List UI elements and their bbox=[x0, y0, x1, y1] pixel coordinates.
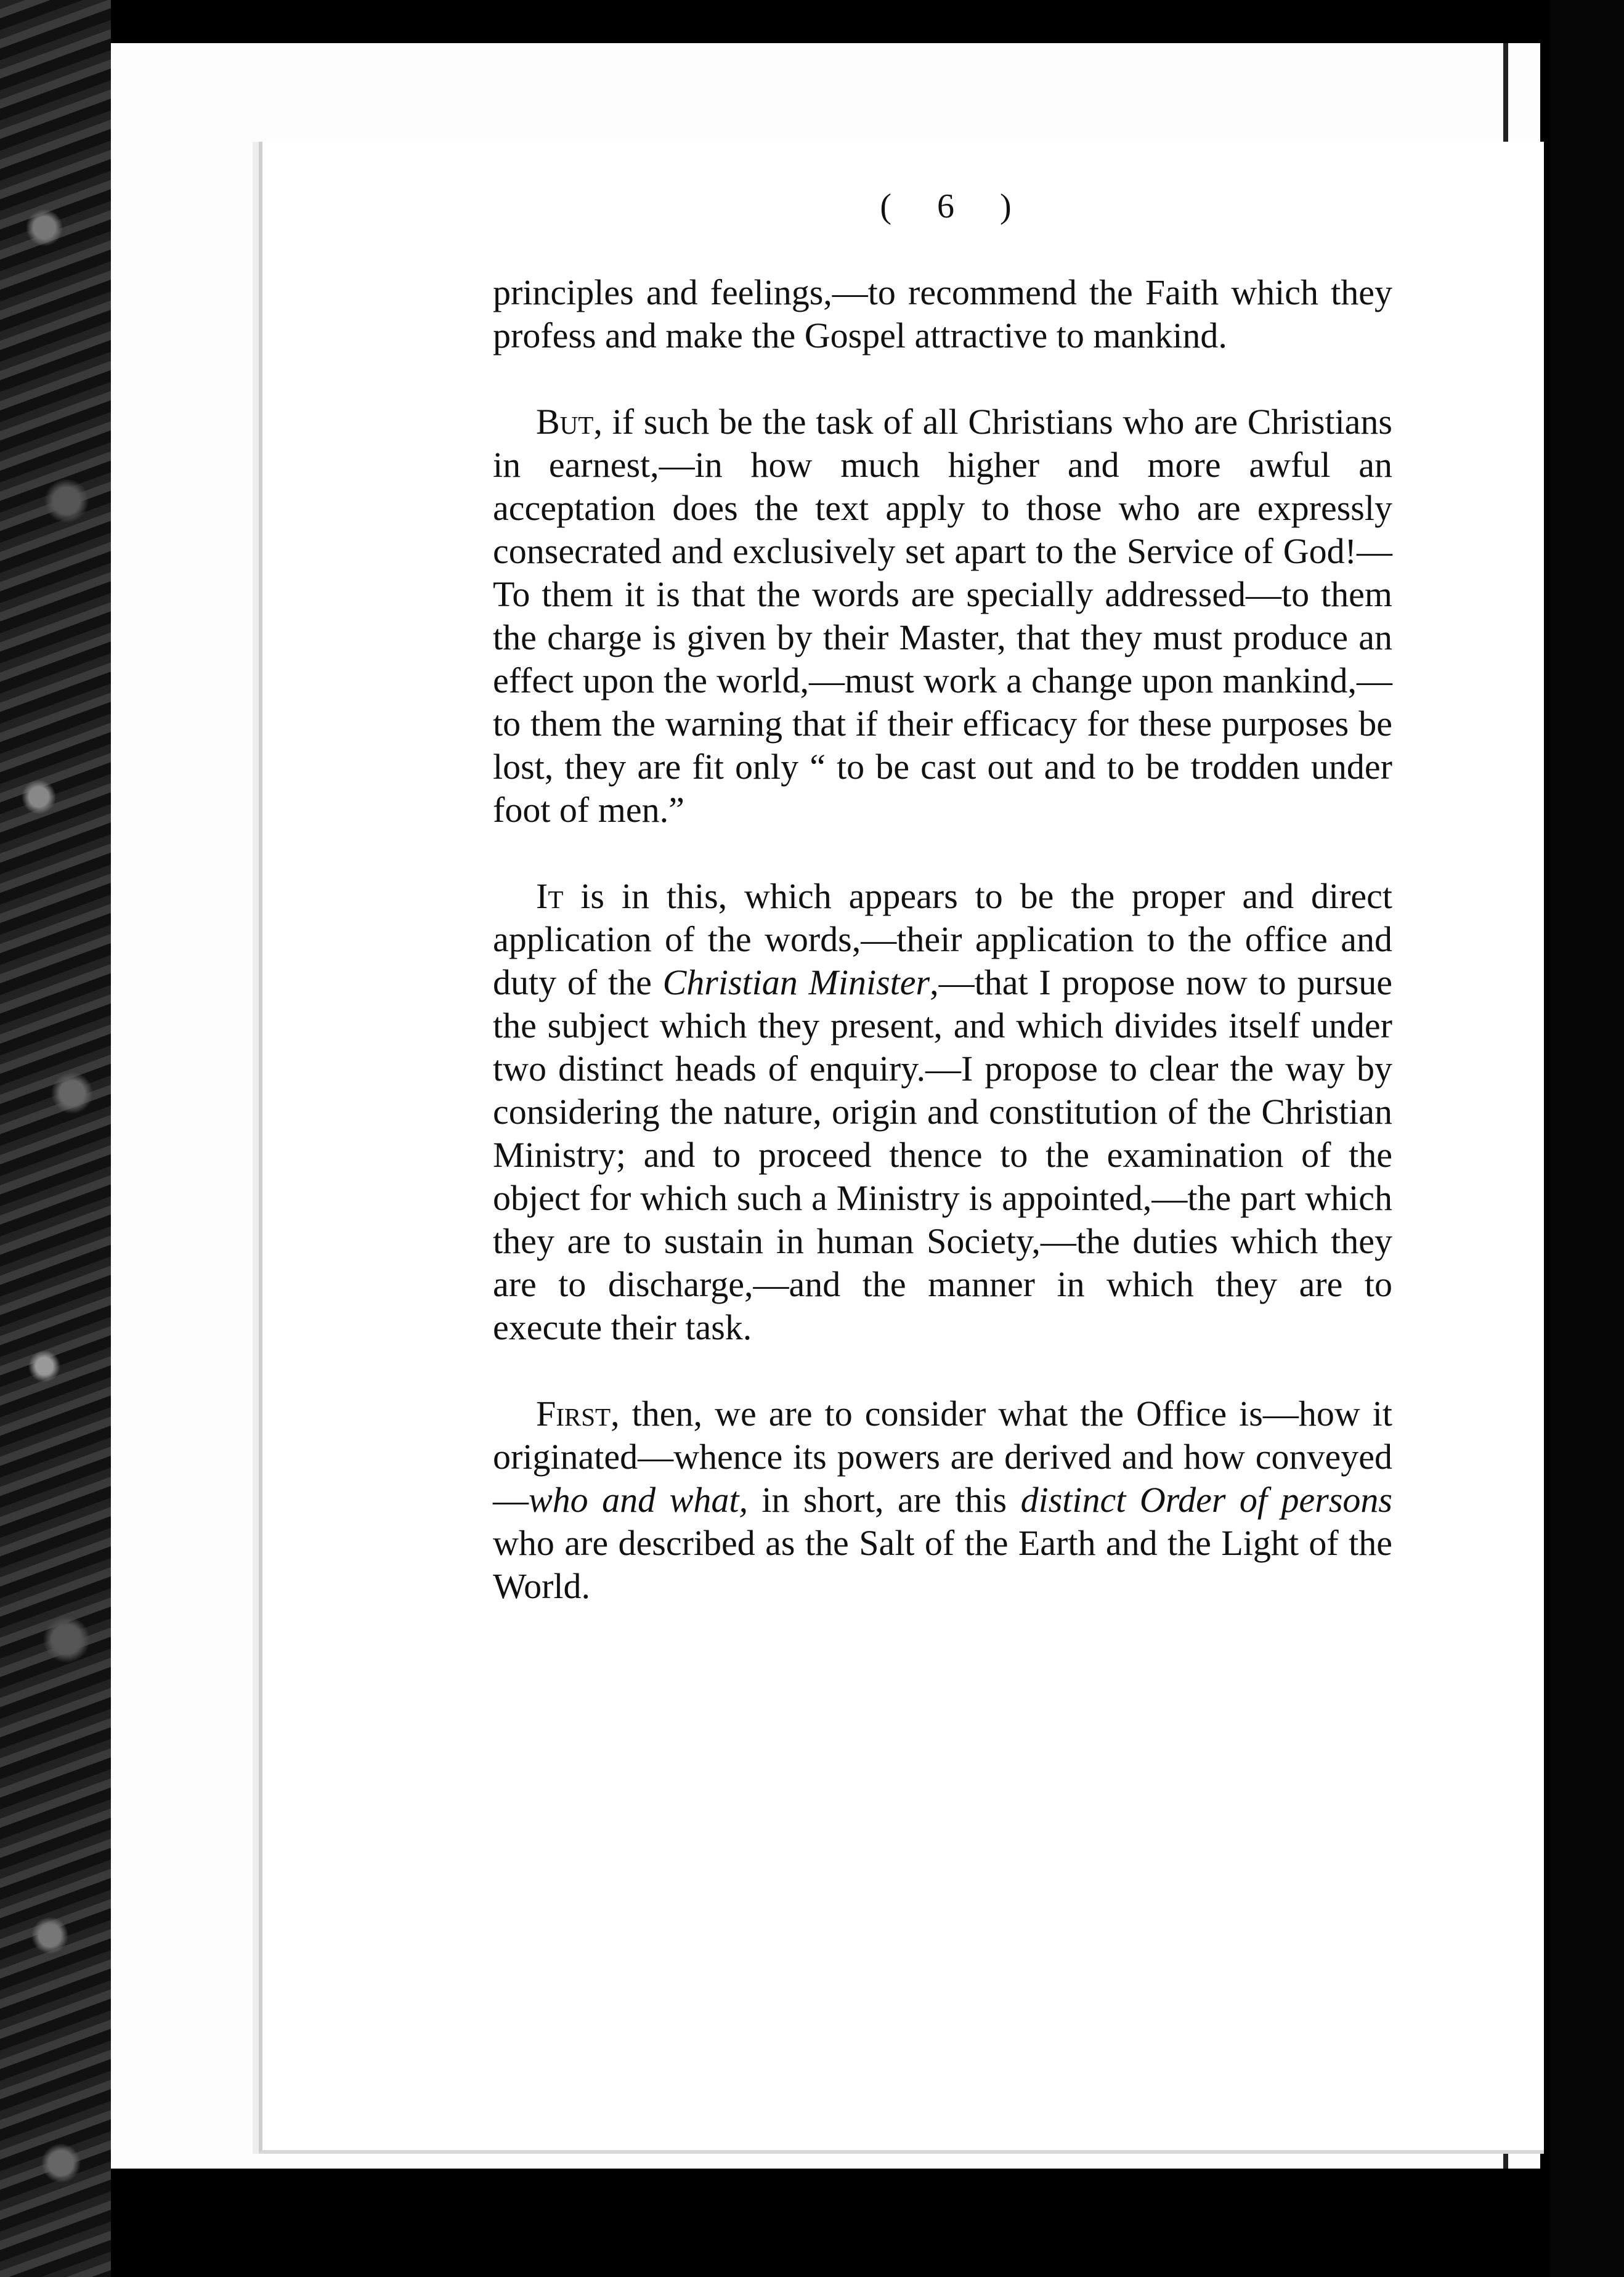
paragraph-3 bbox=[493, 875, 1392, 1349]
italic-phrase: who and what, bbox=[529, 1480, 748, 1520]
italic-phrase: Christian Minister bbox=[662, 962, 930, 1002]
paragraph-text: , then, we are to consider what the Office is—how it originated—whence its powers are derived and how conveyed— bbox=[493, 1394, 1392, 1520]
paragraph-2 bbox=[493, 400, 1392, 832]
paragraph-text: is in this, which appears to be the proper and direct application of the words,—their application to the office and duty of the bbox=[493, 876, 1392, 1002]
scan-background-right bbox=[1550, 0, 1624, 2277]
paragraph-1 bbox=[493, 271, 1392, 357]
paragraph-text: in short, are this bbox=[747, 1480, 1021, 1520]
paragraph-text: ,—that I propose now to pursue the subject which they present, and which divides itself under two distinct heads of enquiry.—I propose to clear the way by considering the nature, origin and constitution of the Christian Ministry; and to proceed thence to the examination of the object for which such a Ministry is appointed,—the part which they are to sustain in human Society,—the duties which they are to discharge,—and the manner in which they are to execute their task. bbox=[493, 962, 1393, 1347]
paragraph-text: who are described as the Salt of the Earth and the Light of the World. bbox=[493, 1523, 1392, 1606]
paragraph-lead-word: It bbox=[536, 876, 564, 916]
paragraph-lead-word: First bbox=[536, 1394, 611, 1434]
book-binding-edge bbox=[0, 0, 111, 2277]
page-number: ( 6 ) bbox=[880, 187, 1030, 225]
paragraph-4 bbox=[493, 1392, 1392, 1608]
paragraph-text: , if such be the task of all Christians who are Christians in earnest,—in how much higher and more awful an acceptation does the text apply to those who are expressly consecrated and exclusively set apart to the Service of God!—To them it is that the words are specially addressed—to them the charge is given by their Master, that they must produce an effect upon the world,—must work a change upon mankind,—to them the warning that if their efficacy for these purposes be lost, they are fit only “ to be cast out and to be trodden under foot of men.” bbox=[493, 402, 1392, 830]
page-text-block bbox=[493, 185, 1392, 1651]
paragraph-text: principles and feelings,—to recommend the Faith which they profess and make the Gospel attractive to mankind. bbox=[493, 272, 1392, 355]
paragraph-lead-word: But bbox=[536, 402, 594, 442]
italic-phrase: distinct Order of persons bbox=[1020, 1480, 1392, 1520]
